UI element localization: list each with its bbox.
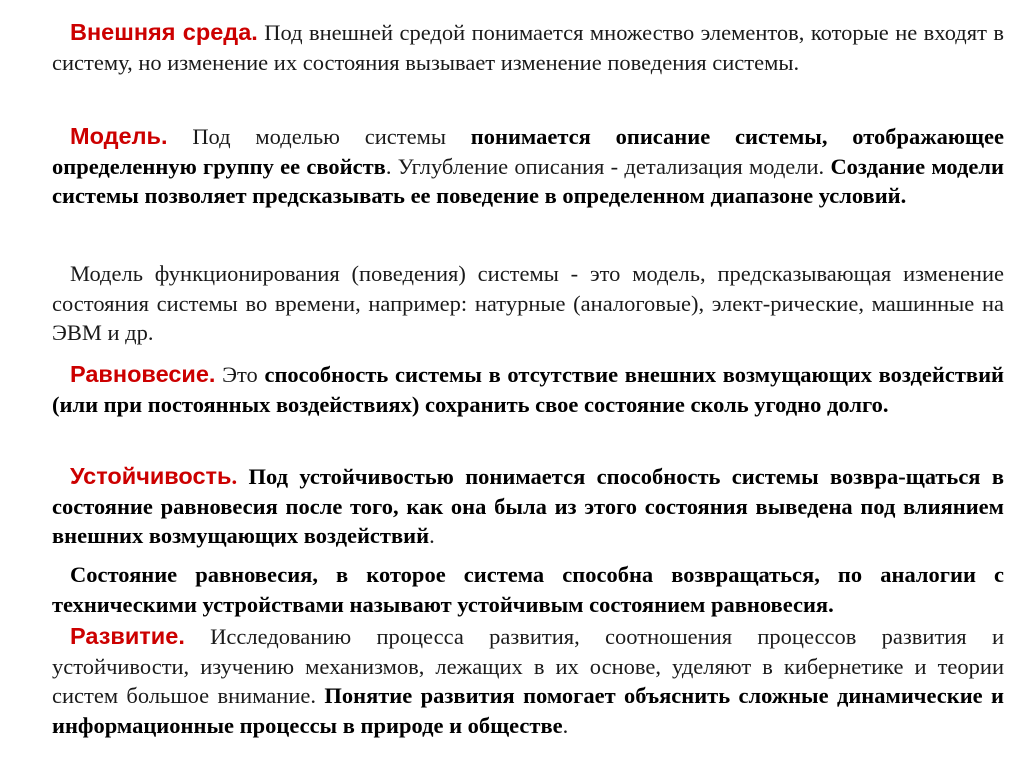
definition-text: .: [429, 523, 435, 548]
paragraph-development: [52, 622, 1004, 740]
term-model: Модель.: [70, 123, 168, 149]
term-development: Развитие.: [70, 623, 185, 649]
term-equilibrium: Равновесие.: [70, 361, 216, 387]
term-stability-dot: .: [231, 464, 238, 489]
definition-bold-text: Создание модели системы позволяет предсказывать ее поведение в определенном диапазоне условий.: [52, 153, 1004, 208]
definition-text: Исследованию процесса развития, соотношения процессов развития и устойчивости, изучению механизмов, лежащих в их основе, уделяют в кибернетике и теории систем большое внимание.: [52, 624, 1004, 708]
definition-text: .: [562, 712, 569, 738]
paragraph-model: [52, 122, 1004, 211]
term-external-environment: Внешняя среда.: [70, 19, 258, 45]
paragraph-stability: [52, 462, 1004, 551]
definition-text: Это: [215, 362, 265, 387]
definition-bold-text: Под устойчивостью понимается способность системы возвра-щаться в состояние равновесия после того, как она была из этого состояния выведена под влиянием внешних возмущающих воздействий: [52, 464, 1004, 548]
paragraph-functioning-model: [52, 259, 1004, 348]
definition-bold-text: Состояние равновесия, в которое система способна возвращаться, по аналогии с техническими устройствами называют устойчивым состоянием равновесия.: [52, 562, 1004, 617]
definition-text: Модель функционирования (поведения) системы - это модель, предсказывающая изменение состояния системы во времени, например: натурные (аналоговые), элект-рические, машинные на ЭВМ и др.: [52, 261, 1004, 345]
term-stability: Устойчивость: [70, 463, 232, 489]
definition-bold-text: способность системы в отсутствие внешних возмущающих воздействий (или при постоянных воздействиях) сохранить свое состояние сколь угодно долго.: [52, 362, 1004, 417]
paragraph-stable-state: [52, 560, 1004, 619]
definition-bold-text: понимается описание системы, отображающее определенную группу ее свойств: [52, 124, 1004, 179]
paragraph-equilibrium: [52, 360, 1004, 419]
paragraph-external-environment: [52, 18, 1004, 77]
definition-text: Под моделью системы: [167, 124, 471, 149]
definition-text: . Углубление описания - детализация модели.: [385, 153, 831, 179]
definition-bold-text: Понятие развития помогает объяснить сложные динамические и информационные процессы в природе и обществе: [52, 683, 1004, 738]
definition-text: Под внешней средой понимается множество элементов, которые не входят в систему, но изменение их состояния вызывает изменение поведения системы.: [52, 20, 1004, 75]
